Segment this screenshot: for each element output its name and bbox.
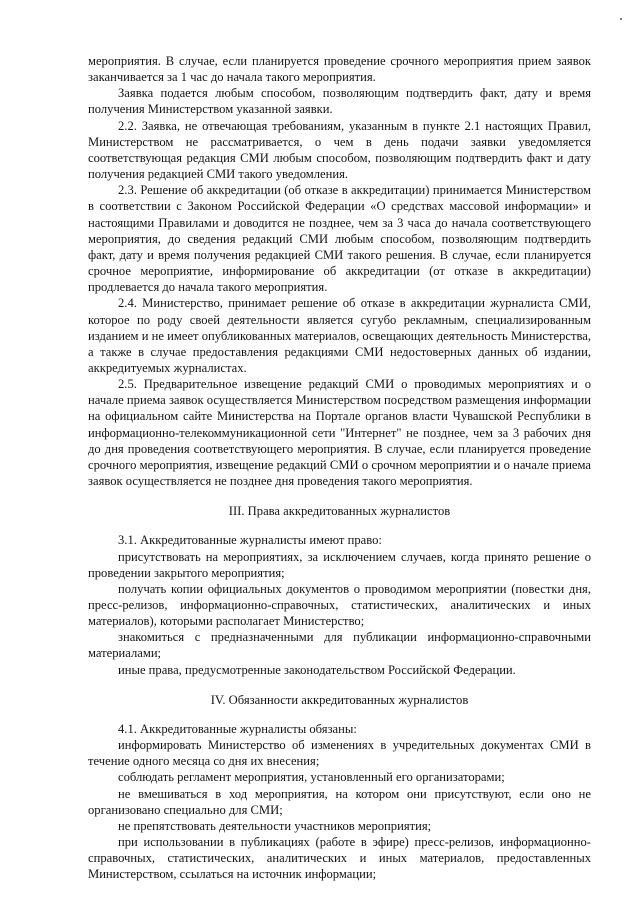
- section-3-item: 3.1. Аккредитованные журналисты имеют право:: [118, 533, 382, 548]
- paragraph-continuation: мероприятия. В случае, если планируется проведение срочного мероприятия прием заявок заканчивается за 1 час до начала такого мероприятия.: [88, 54, 591, 85]
- paragraph-2-2: 2.2. Заявка, не отвечающая требованиям, указанным в пункте 2.1 настоящих Правил, Министерством не рассматривается, о чем в день подачи заявки уведомляется соответствующая редакция СМИ любым способом, позволяющим подтвердить факт и дату получения редакцией СМИ такого уведомления.: [88, 118, 591, 182]
- section-3-item: присутствовать на мероприятиях, за исключением случаев, когда принято решение о проведении закрытого мероприятия;: [88, 549, 591, 580]
- paragraph-2-5: 2.5. Предварительное извещение редакций СМИ о проводимых мероприятиях и о начале приема заявок осуществляется Министерством посредством размещения информации на официальном сайте Министерства на Портале органов власти Чувашской Республики в информационно-телекоммуникационной сети "Интернет" не позднее, чем за 3 рабочих дня до дня проведения соответствующего мероприятия. В случае, если планируется проведение срочного мероприятия, извещение редакций СМИ о срочном мероприятии и о начале приема заявок осуществляется не позднее дня проведения такого мероприятия.: [88, 377, 591, 489]
- section-4-item: информировать Министерство об изменениях в учредительных документах СМИ в течение одного месяца со дня их внесения;: [88, 738, 591, 769]
- paragraph-2-3: 2.3. Решение об аккредитации (об отказе в аккредитации) принимается Министерством в соответствии с Законом Российской Федерации «О средствах массовой информации» и настоящими Правилами и доводится не позднее, чем за 3 часа до начала соответствующего мероприятия, до сведения редакций СМИ любым способом, позволяющим подтвердить факт, дату и время получения редакцией СМИ такого решения. В случае, если планируется срочное мероприятие, информирование об аккредитации (от отказе в аккредитации) продлевается до начала такого мероприятия.: [88, 183, 591, 295]
- spacer: [88, 489, 591, 503]
- section-4-item: 4.1. Аккредитованные журналисты обязаны:: [118, 721, 357, 736]
- section-4-item: при использовании в публикациях (работе в эфире) пресс-релизов, информационно-справочных, статистических, аналитических и иных материалов, предоставленных Министерством, ссылаться на источник информации;: [88, 835, 591, 882]
- section-3-item: иные права, предусмотренные законодательством Российской Федерации.: [118, 662, 516, 677]
- section-4-heading: IV. Обязанности аккредитованных журналистов: [210, 692, 469, 707]
- spacer: [88, 519, 591, 532]
- section-4-item: не препятствовать деятельности участников мероприятия;: [118, 818, 432, 833]
- section-4-item: не вмешиваться в ход мероприятия, на котором они присутствуют, если оно не организовано специально для СМИ;: [88, 786, 591, 817]
- spacer: [88, 708, 591, 721]
- document-page: [88, 53, 591, 883]
- paragraph-application-method: Заявка подается любым способом, позволяющим подтвердить факт, дату и время получения Министерством указанной заявки.: [88, 86, 591, 117]
- section-4-item: соблюдать регламент мероприятия, установленный его организаторами;: [118, 770, 505, 785]
- spacer: [88, 678, 591, 692]
- paragraph-2-4: 2.4. Министерство, принимает решение об отказе в аккредитации журналиста СМИ, которое по роду своей деятельности является сугубо рекламным, специализированным изданием и не имеет опубликованных материалов, освещающих деятельность Министерства, а также в случае предоставления редакциями СМИ недостоверных данных об издании, аккредитуемых журналистах.: [88, 296, 591, 375]
- scan-speck: [620, 18, 622, 20]
- section-3-item: знакомиться с предназначенными для публикации информационно-справочными материалами;: [88, 630, 591, 661]
- section-3-heading: III. Права аккредитованных журналистов: [228, 504, 451, 519]
- section-3-item: получать копии официальных документов о проводимом мероприятии (повестки дня, пресс-релизов, информационно-справочных, статистических, аналитических и иных материалов), которыми располагает Министерство;: [88, 581, 591, 629]
